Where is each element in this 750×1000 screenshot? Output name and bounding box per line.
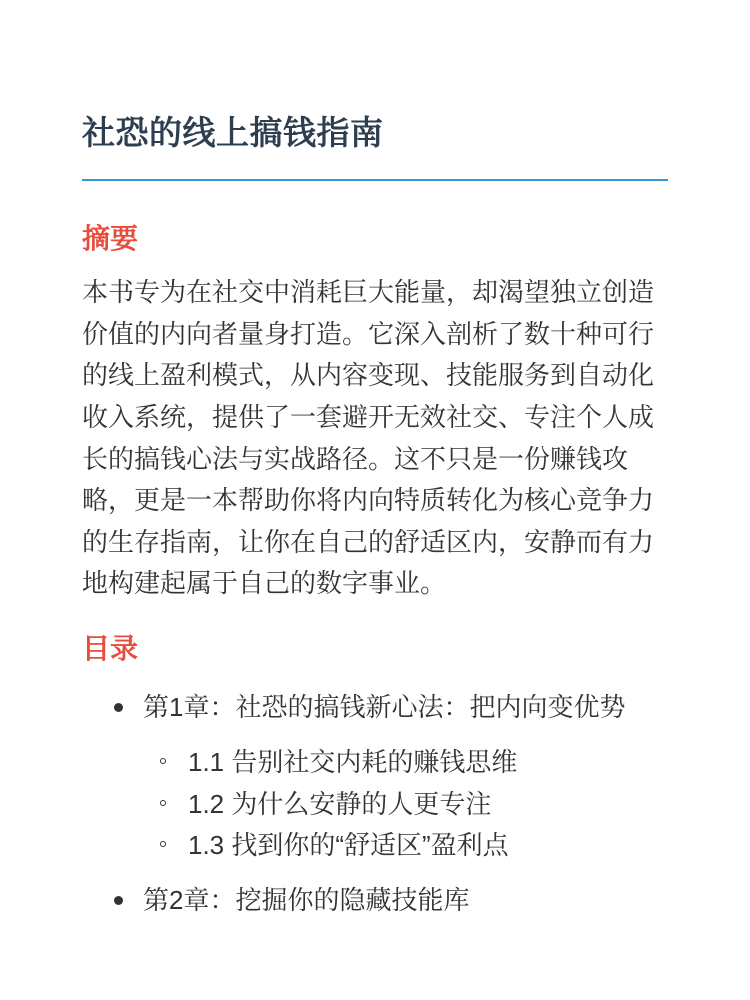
toc-section-label: 1.3 找到你的“舒适区”盈利点 [188, 830, 509, 861]
circle-bullet-icon [160, 841, 166, 847]
disc-bullet-icon [114, 703, 123, 712]
title-divider [82, 179, 668, 181]
summary-paragraph: 本书专为在社交中消耗巨大能量，却渴望独立创造价值的内向者量身打造。它深入剖析了数十种可行的线上盈利模式，从内容变现、技能服务到自动化收入系统，提供了一套避开无效社交、专注个人成长的搞钱心法与实战路径。这不只是一份赚钱攻略，更是一本帮助你将内向特质转化为核心竞争力的生存指南，让你在自己的舒适区内，安静而有力地构建起属于自己的数字事业。 [82, 277, 655, 599]
circle-bullet-icon [160, 800, 166, 806]
toc-section-label: 1.1 告别社交内耗的赚钱思维 [188, 747, 518, 778]
toc-chapter-label: 第1章：社恐的搞钱新心法：把内向变优势 [143, 692, 626, 723]
disc-bullet-icon [114, 896, 123, 905]
toc-chapter-2 [82, 880, 668, 922]
summary-heading: 摘要 [82, 222, 139, 254]
toc-section-1-3 [143, 825, 668, 867]
toc-chapter-1-sections [143, 742, 668, 867]
toc-list [82, 687, 668, 921]
toc-chapter-1 [82, 687, 668, 866]
toc-section-1-1 [143, 742, 668, 784]
toc-section-1-2 [143, 784, 668, 826]
toc-heading: 目录 [82, 633, 139, 665]
toc-section-label: 1.2 为什么安静的人更专注 [188, 788, 492, 819]
toc-chapter-label: 第2章：挖掘你的隐藏技能库 [143, 884, 470, 915]
circle-bullet-icon [160, 758, 166, 764]
page-title: 社恐的线上搞钱指南 [82, 114, 384, 151]
